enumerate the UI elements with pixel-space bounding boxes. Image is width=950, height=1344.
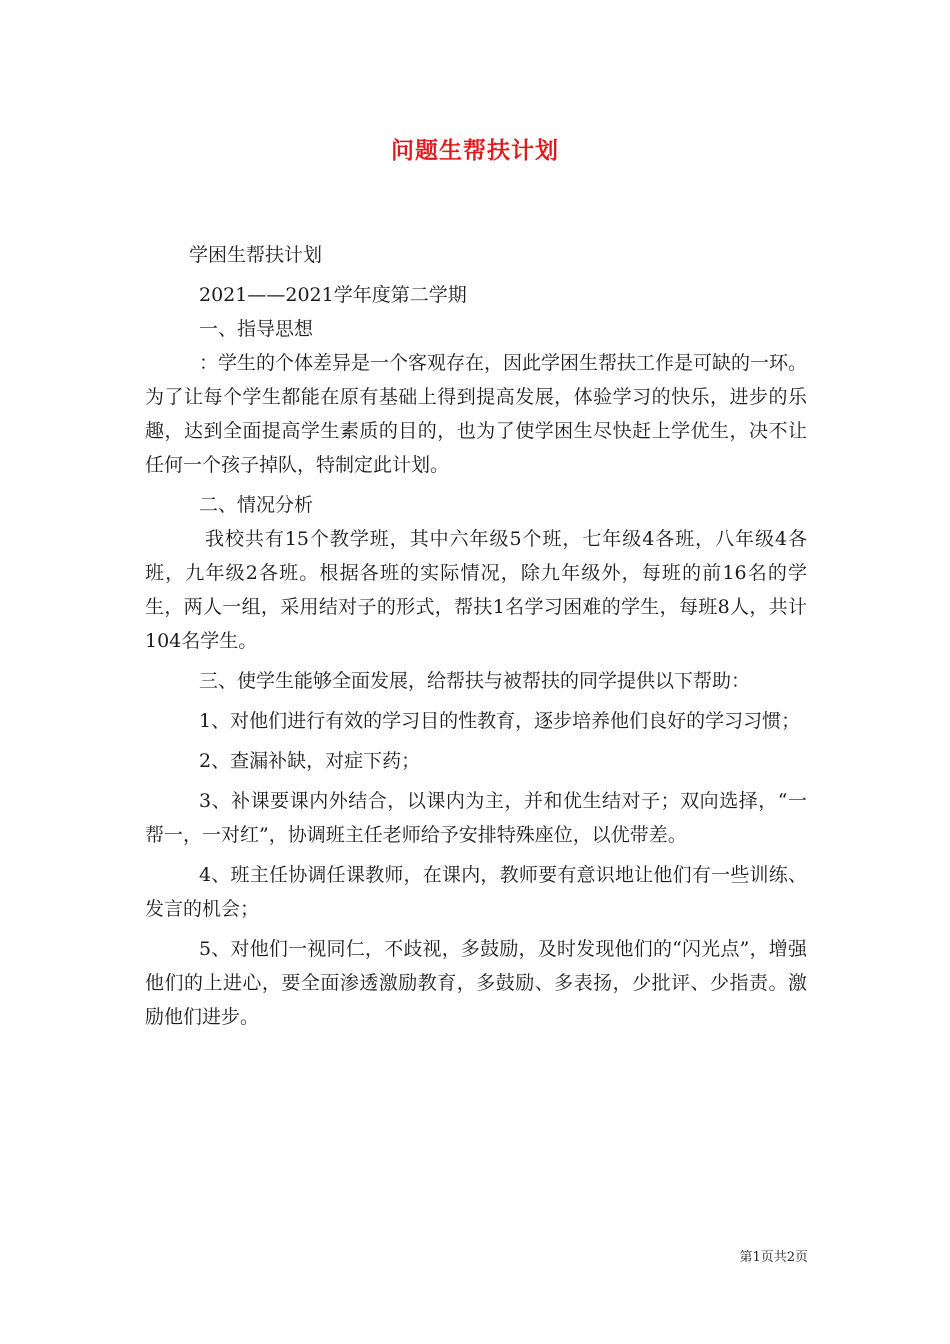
section-2-paragraph: 我校共有15个教学班，其中六年级5个班，七年级4各班，八年级4各班，九年级2各班。根据各班的实际情况，除九年级外，每班的前16名的学生，两人一组，采用结对子的形式，帮扶1名学习困难的学生，每班8人，共计104名学生。	[145, 528, 807, 652]
document-subtitle: 学困生帮扶计划	[189, 244, 323, 266]
list-item: 5、对他们一视同仁，不歧视，多鼓励，及时发现他们的“闪光点”，增强他们的上进心，要全面渗透激励教育，多鼓励、多表扬，少批评、少指责。激励他们进步。	[145, 938, 807, 1028]
document-body	[145, 238, 807, 1034]
list-item: 2、查漏补缺，对症下药；	[199, 750, 421, 772]
list-item: 1、对他们进行有效的学习目的性教育，逐步培养他们良好的学习习惯；	[199, 710, 801, 732]
document-title: 问题生帮扶计划	[391, 137, 559, 164]
section-1-paragraph: ：学生的个体差异是一个客观存在，因此学困生帮扶工作是可缺的一环。为了让每个学生都能在原有基础上得到提高发展，体验学习的快乐，进步的乐趣，达到全面提高学生素质的目的，也为了使学困生尽快赶上学优生，决不让任何一个孩子掉队，特制定此计划。	[145, 352, 808, 476]
list-item: 3、补课要课内外结合，以课内为主，并和优生结对子；双向选择，“一帮一，一对红”，协调班主任老师给予安排特殊座位，以优带差。	[145, 790, 807, 846]
section-heading-2: 二、情况分析	[199, 494, 314, 516]
section-heading-1: 一、指导思想	[199, 318, 314, 340]
section-heading-3: 三、使学生能够全面发展，给帮扶与被帮扶的同学提供以下帮助：	[199, 670, 751, 692]
list-item: 4、班主任协调任课教师，在课内，教师要有意识地让他们有一些训练、发言的机会；	[145, 864, 807, 920]
term-line: 2021——2021学年度第二学期	[199, 284, 467, 306]
page-number: 第1页共2页	[739, 1250, 808, 1265]
